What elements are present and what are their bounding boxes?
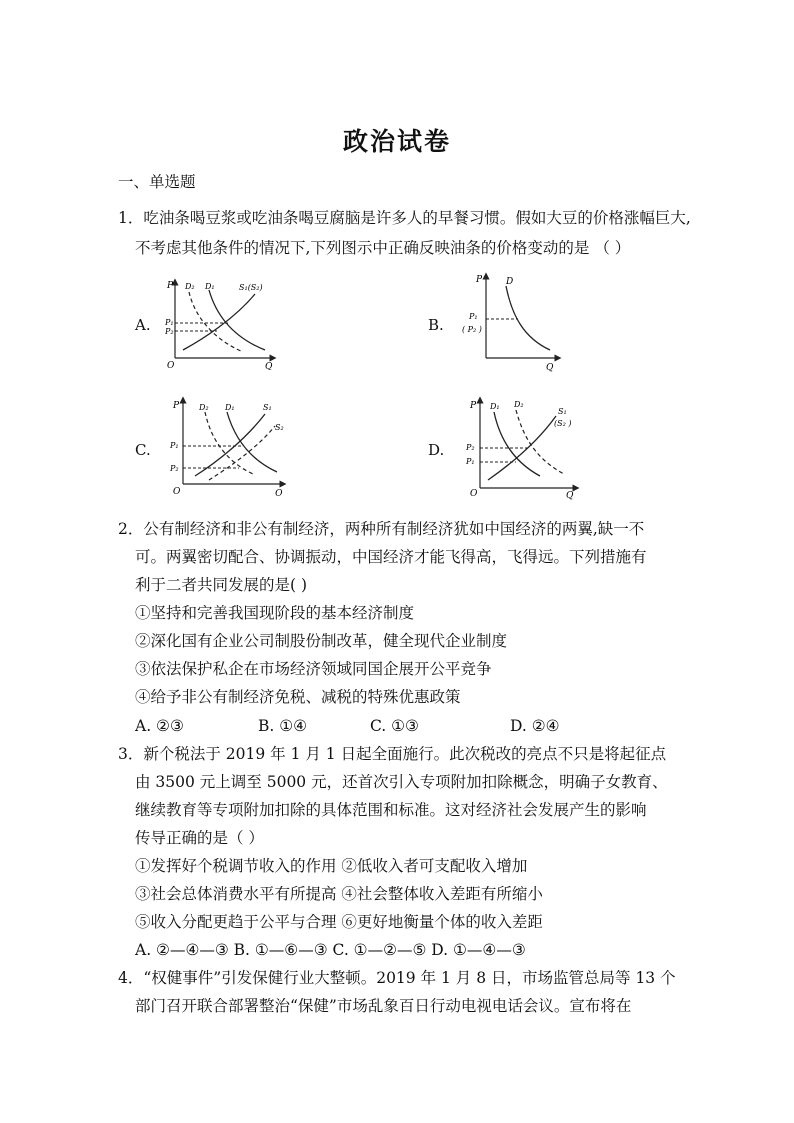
fig-d-p-label: P: [470, 401, 477, 411]
fig-b-p-label: P: [476, 275, 483, 285]
q1-line-1: 1．吃油条喝豆浆或吃油条喝豆腐脑是许多人的早餐习惯。假如大豆的价格涨幅巨大,: [118, 209, 691, 227]
fig-a-d1-label: D₁: [205, 282, 215, 291]
q2-choice-a: A. ②③: [135, 717, 184, 735]
q2-line-3: 利于二者共同发展的是( ): [135, 576, 308, 594]
q3-options-row-1: ①发挥好个税调节收入的作用 ②低收入者可支配收入增加: [135, 857, 528, 875]
fig-c-d1-label: D₁: [225, 403, 235, 412]
fig-c-origin-label: O: [173, 487, 181, 496]
fig-c-d2-label: D₂: [199, 403, 209, 412]
q2-choice-d: D. ②④: [510, 717, 560, 735]
fig-c-q-label: Q: [275, 489, 283, 496]
fig-a-origin-label: O: [167, 361, 175, 370]
fig-a-p2-label: P₂: [165, 327, 174, 336]
q4-line-2: 部门召开联合部署整治“保健”市场乱象百日行动电视电话会议。宣布将在: [135, 997, 632, 1015]
q1-figure-a: [165, 278, 285, 370]
fig-d-s1-label: S₁: [558, 407, 567, 416]
q3-line-3: 继续教育等专项附加扣除的具体范围和标准。这对经济社会发展产生的影响: [135, 801, 647, 819]
fig-b-q-label: Q: [546, 363, 554, 372]
fig-a-s-label: S₁(S₂): [239, 283, 263, 292]
q3-line-4: 传导正确的是（ ）: [135, 829, 264, 847]
fig-a-p-label: P: [167, 281, 174, 291]
q3-options-row-3: ⑤收入分配更趋于公平与合理 ⑥更好地衡量个体的收入差距: [135, 913, 543, 931]
fig-d-origin-label: O: [470, 489, 478, 499]
q1-option-b-label: B.: [428, 316, 444, 334]
q2-choice-b: B. ①④: [258, 717, 308, 735]
q2-item-2: ②深化国有企业公司制股份制改革，健全现代企业制度: [135, 632, 508, 650]
fig-c-s2-label: S₂: [275, 423, 284, 432]
q1-figure-c: [165, 396, 290, 496]
fig-c-p2-label: P₂: [170, 464, 179, 473]
fig-d-q-label: Q: [566, 491, 574, 500]
fig-d-p2-label: P₂: [466, 443, 475, 452]
q3-line-2: 由 3500 元上调至 5000 元，还首次引入专项附加扣除概念，明确子女教育、: [135, 773, 668, 791]
q3-line-1: 3．新个税法于 2019 年 1 月 1 日起全面施行。此次税改的亮点不只是将起征点: [118, 745, 667, 763]
fig-b-d-label: D: [506, 277, 514, 287]
fig-b-p1-label: P₁: [469, 312, 478, 321]
q1-option-a-label: A.: [135, 316, 151, 334]
section-heading: 一、单选题: [118, 173, 196, 191]
fig-d-p1-label: P₁: [466, 457, 475, 466]
fig-b-p2-label: ( P₂ ): [462, 325, 482, 334]
fig-c-p1-label: P₁: [170, 441, 179, 450]
q1-option-c-label: C.: [135, 441, 151, 459]
q1-option-d-label: D.: [428, 441, 445, 459]
fig-c-p-label: P: [173, 401, 180, 411]
q1-figure-b: [462, 272, 562, 372]
q2-item-1: ①坚持和完善我国现阶段的基本经济制度: [135, 604, 415, 622]
q2-item-4: ④给予非公有制经济免税、减税的特殊优惠政策: [135, 688, 461, 706]
fig-d-d2-label: D₂: [514, 400, 524, 409]
page-title: 政治试卷: [342, 127, 451, 156]
q2-item-3: ③依法保护私企在市场经济领域同国企展开公平竞争: [135, 660, 492, 678]
q2-choice-c: C. ①③: [370, 717, 419, 735]
fig-a-p1-label: P₁: [165, 318, 174, 327]
q3-choices: A. ②—④—③ B. ①—⑥—③ C. ①—②—⑤ D. ①—④—③: [135, 941, 526, 959]
q2-line-2: 可。两翼密切配合、协调振动，中国经济才能飞得高，飞得远。下列措施有: [135, 548, 647, 566]
q1-line-2: 不考虑其他条件的情况下,下列图示中正确反映油条的价格变动的是 （ ）: [135, 239, 631, 257]
fig-d-s2-label: (S₂ ): [554, 419, 572, 428]
q1-figure-d: [458, 396, 583, 500]
fig-c-s1-label: S₁: [263, 403, 272, 412]
q2-line-1: 2．公有制经济和非公有制经济，两种所有制经济犹如中国经济的两翼,缺一不: [118, 520, 645, 538]
fig-a-d2-label: D₂: [185, 282, 195, 291]
q4-line-1: 4．“权健事件”引发保健行业大整顿。2019 年 1 月 8 日，市场监管总局等 13 个: [118, 969, 676, 987]
fig-d-d1-label: D₁: [490, 402, 500, 411]
q3-options-row-2: ③社会总体消费水平有所提高 ④社会整体收入差距有所缩小: [135, 885, 543, 903]
fig-a-q-label: Q: [265, 362, 273, 370]
